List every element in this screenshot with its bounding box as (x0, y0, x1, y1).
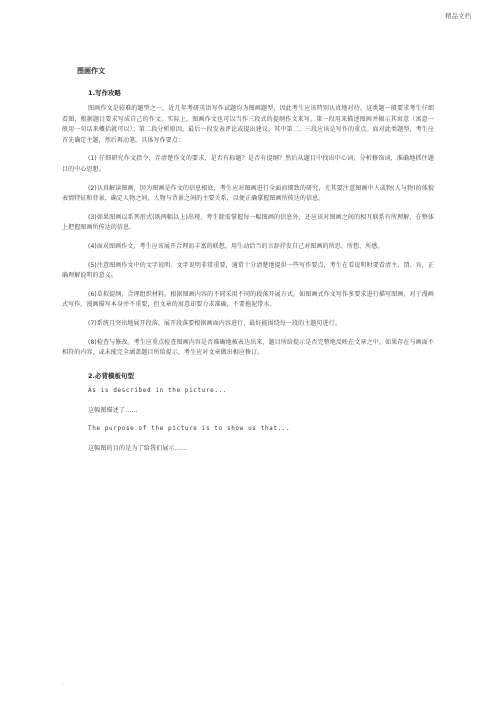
template-sentence-english: As is described in the picture... (88, 386, 228, 394)
paragraph: (1) 仔细研究作文指令，弄清楚作文的要求，是否有标题？是否有提纲？然后从题目中找出中心词，分析修饰词，准确地抓住题目的中心思想。 (62, 155, 434, 173)
document-body (62, 66, 434, 463)
document-title: 图画作文 (77, 67, 105, 75)
section-heading-writing-strategy: 1.写作攻略 (88, 89, 121, 97)
paragraph: (7)系统且突出地展开段落。展开段落要根据画面内容进行，最好能围绕每一段的主题句进行。 (88, 319, 341, 327)
paragraph: (6)草拟提纲，合理组织材料。根据图画内容的不同采用不同的段落开展方式。如图画式作文写作多要求进行描写图画，对于漫画式写作，漫画描写本身并不重要，但文章的寓意却要力求准确，不要拖泥带水。 (62, 290, 434, 309)
paragraph: (4)面对图画作文，考生应该展开合理而丰富的联想，用生动恰当的言辞抒发自己对图画的所思、所想、所感。 (88, 242, 384, 250)
template-sentence-english: The purpose of the picture is to show us that... (88, 424, 291, 432)
page-header-label: 精品文档 (445, 12, 471, 20)
paragraph: (8)检查与修改。考生应重点检查图画内容是否准确地被表达出来，题目所给提示是否完整地反映在文章之中。如果存在与画面不相符的内容，或未能完全涵盖题目所给提示，考生应对文章做出相应修订。 (62, 338, 434, 357)
paragraph: (2)认真解读图画，因为图画是作文的信息根底，考生应对图画进行全面而细致的研究，尤其要注意图画中人或物(人与物)的体貌表情特征和背景，确定人物之间，人物与背景之间的主要关系，以便正确掌握图画所传达的信息。 (62, 184, 434, 203)
paragraph: (3)如果图画以系列形式(既两幅以上)出现，考生除需掌握每一幅图画的信息外，还应该对图画之间的相互联系有所理解，在整体上把握图画所传达的信息。 (62, 213, 434, 232)
template-sentence-chinese: 这幅图的目的是为了给我们展示…… (88, 444, 188, 452)
template-sentence-list (62, 387, 434, 452)
paragraph: (5)注意图画作文中的文字说明。文字说明非常重要，通常十分清楚地提供一些写作要点，考生在看说明时要看清主、谓、宾，正确理解说明的意义。 (62, 261, 434, 280)
template-sentence-chinese: 这幅图描述了…… (88, 406, 138, 414)
footer-mark: . (62, 680, 64, 687)
paragraph: 图画作文是较难的题型之一，近几年考研英语写作试题均为图画题型，因此考生应该特别认真地对待。这类题一般要求考生仔细看图，根据题目要求写成自己的作文。实际上，图画作文也可以当作三段式的提纲作文来写。第一段用来描述图画并揭示其寓意（寓意一般用一句话来概括就可以）；第二段分析原因，最后一段发表评论或提出建议，其中第二、三段应该是写作的重点。面对此类题型，考生应首先确定主题，然后再动笔。具体写作要点： (62, 105, 434, 144)
section-heading-template-sentences: 2.必背模板句型 (88, 371, 134, 380)
